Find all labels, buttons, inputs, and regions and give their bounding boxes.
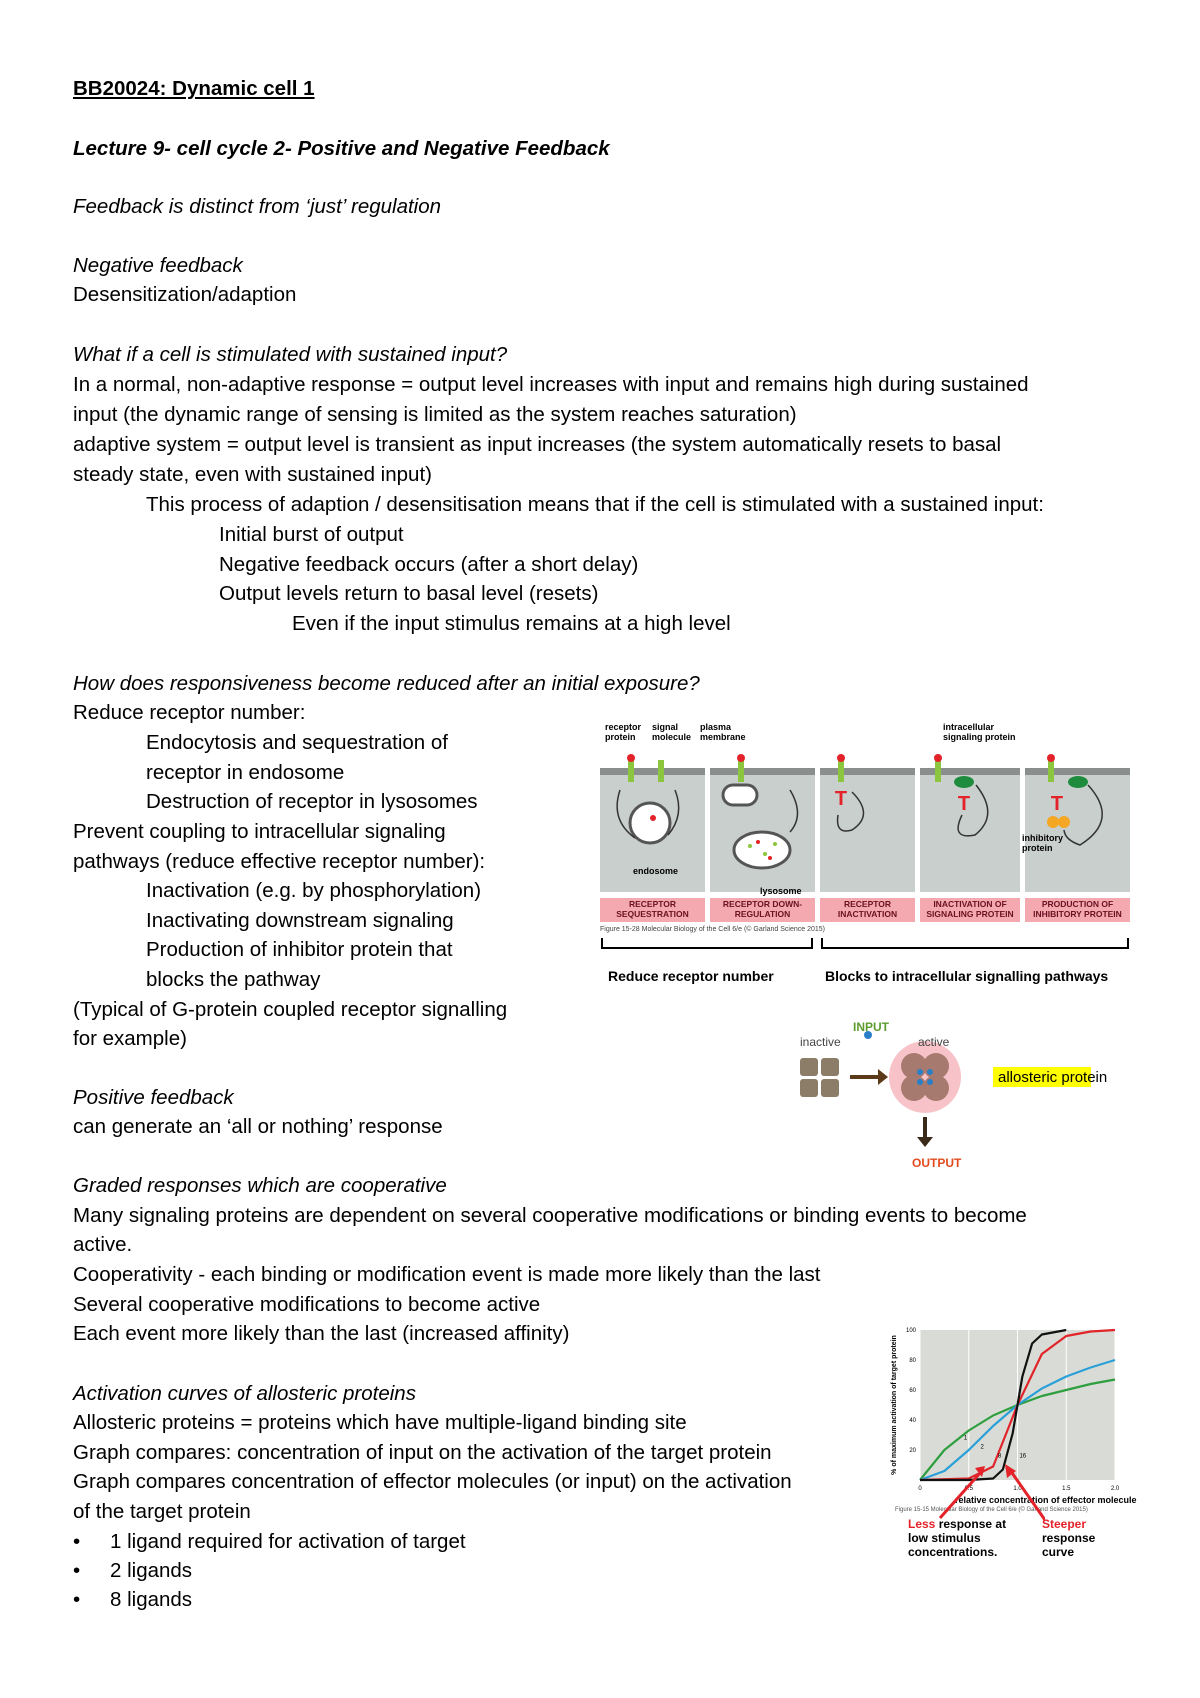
bullet-item: • 2 ligands [73,1559,193,1582]
x-tick-label: 1.0 [1013,1486,1022,1490]
label-intracellular: intracellular signaling protein [943,722,1016,742]
figure-caption: Figure 15-28 Molecular Biology of the Cell 6/e (© Garland Science 2015) [600,926,825,933]
steeper-word: Steeper [1042,1517,1087,1531]
y-tick-label: 80 [909,1358,916,1364]
steeper-line2: response [1042,1531,1096,1545]
y-axis-label: % of maximum activation of target protein [891,1335,898,1475]
bullet-item: • 8 ligands [73,1588,193,1611]
resp-line: blocks the pathway [146,968,321,991]
x-tick-label: 2.0 [1110,1486,1120,1490]
svg-text:T: T [957,793,971,815]
lysosome-icon [734,832,790,868]
less-line2: low stimulus [908,1531,981,1545]
series-label: 16 [1019,1453,1027,1460]
neg-question: What if a cell is stimulated with sustained input? [73,343,508,366]
neg-p1a: In a normal, non-adaptive response = output level increases with input and remains high during sustained [73,373,1029,396]
group-label-reduce: Reduce receptor number [608,968,774,984]
panel-label: RECEPTOR DOWN-REGULATION [722,899,803,919]
intro-line: Feedback is distinct from ‘just’ regulation [73,195,442,218]
neg-step-1: Initial burst of output [219,523,404,546]
less-rest: response at [938,1517,1007,1531]
endosome-icon [630,803,670,843]
signal-molecule-icon [627,754,1055,762]
active-label: active [918,1035,950,1049]
y-tick-label: 40 [909,1418,916,1424]
neg-p2b: steady state, even with sustained input) [73,463,432,486]
label-lysosome: lysosome [760,886,802,896]
x-axis-label: relative concentration of effector molecule [955,1495,1137,1505]
svg-text:T: T [1050,793,1064,815]
annotation-steeper [1042,1517,1095,1559]
bullet-text: 2 ligands [110,1559,193,1582]
neg-step-4: Even if the input stimulus remains at a high level [292,612,731,635]
neg-p3: This process of adaption / desensitisation means that if the cell is stimulated with a sustained input: [146,493,1044,516]
label-receptor: receptor protein [605,722,642,742]
group-label-blocks: Blocks to intracellular signalling pathways [825,968,1109,984]
graded-heading: Graded responses which are cooperative [73,1174,447,1197]
bullet-text: 8 ligands [110,1588,193,1611]
curves-line: of the target protein [73,1500,251,1523]
resp-line: Reduce receptor number: [73,701,306,724]
label-plasma: plasma membrane [700,722,746,742]
input-label: INPUT [853,1020,889,1034]
svg-text:T: T [834,788,848,810]
neg-sub: Desensitization/adaption [73,283,297,306]
resp-line: (Typical of G-protein coupled receptor signalling [73,998,508,1021]
course-title: BB20024: Dynamic cell 1 [73,77,315,100]
neg-step-2: Negative feedback occurs (after a short delay) [219,553,639,576]
neg-p2a: adaptive system = output level is transient as input increases (the system automatically resets to basal [73,433,1002,456]
panel-label: PRODUCTION OF INHIBITORY PROTEIN [1033,899,1122,919]
less-word: Less [908,1517,936,1531]
neg-p1b: input (the dynamic range of sensing is limited as the system reaches saturation) [73,403,797,426]
series-label: 8 [998,1453,1002,1460]
panel-label: RECEPTOR SEQUESTRATION [616,899,689,919]
resp-line: for example) [73,1027,187,1050]
graded-line: Cooperativity - each binding or modification event is made more likely than the last [73,1263,821,1286]
curves-line: Allosteric proteins = proteins which have multiple-ligand binding site [73,1411,687,1434]
curves-heading: Activation curves of allosteric proteins [73,1382,416,1405]
curves-line: Graph compares: concentration of input on the activation of the target protein [73,1441,772,1464]
neg-step-3: Output levels return to basal level (resets) [219,582,599,605]
chart-source: Figure 15-15 Molecular Biology of the Cell 6/e (© Garland Science 2015) [895,1507,1088,1513]
bullet-item: • 1 ligand required for activation of target [73,1530,466,1553]
desensitisation-figure [590,720,1150,990]
active-protein-icon [889,1041,961,1113]
steeper-line3: curve [1042,1545,1075,1559]
resp-line: pathways (reduce effective receptor number): [73,850,486,873]
resp-line: Endocytosis and sequestration of [146,731,448,754]
output-label: OUTPUT [912,1156,962,1170]
label-signal: signal molecule [652,722,692,742]
neg-heading: Negative feedback [73,254,243,277]
label-inhibitory: inhibitory protein [1022,833,1063,853]
resp-question: How does responsiveness become reduced after an initial exposure? [73,672,700,695]
y-tick-label: 20 [909,1448,916,1454]
panel-label: RECEPTOR INACTIVATION [837,899,898,919]
resp-line: Inactivation (e.g. by phosphorylation) [146,879,482,902]
resp-line: Destruction of receptor in lysosomes [146,790,478,813]
allosteric-figure [790,1015,1150,1175]
series-label: 2 [980,1444,984,1451]
curves-line: Graph compares concentration of effector molecules (or input) on the activation [73,1470,792,1493]
resp-line: Prevent coupling to intracellular signaling [73,820,446,843]
graded-line: active. [73,1233,133,1256]
panel-bg [820,768,915,892]
series-label: 1 [963,1435,968,1442]
lecture-title: Lecture 9- cell cycle 2- Positive and Negative Feedback [73,137,610,160]
label-endosome: endosome [633,866,679,876]
graded-line: Many signaling proteins are dependent on several cooperative modifications or binding events to become [73,1204,1027,1227]
graded-line: Each event more likely than the last (increased affinity) [73,1322,570,1345]
y-tick-label: 100 [905,1328,916,1334]
panel-label: INACTIVATION OF SIGNALING PROTEIN [926,899,1014,919]
graded-line: Several cooperative modifications to become active [73,1293,541,1316]
bullet-text: 1 ligand required for activation of target [110,1530,466,1553]
resp-line: Inactivating downstream signaling [146,909,454,932]
annotation-arrows [935,1440,1045,1525]
inactive-protein-icon [800,1058,839,1097]
x-tick-label: 1.5 [1062,1486,1071,1490]
pos-heading: Positive feedback [73,1086,234,1109]
allosteric-protein-label: allosteric protein [998,1069,1108,1086]
resp-line: receptor in endosome [146,761,345,784]
inactive-label: inactive [800,1035,841,1049]
resp-line: Production of inhibitor protein that [146,938,453,961]
pos-text: can generate an ‘all or nothing’ response [73,1115,443,1138]
less-line3: concentrations. [908,1545,998,1559]
x-tick-label: 0.5 [964,1486,973,1490]
x-tick-label: 0 [918,1486,922,1490]
y-tick-label: 60 [909,1388,916,1394]
